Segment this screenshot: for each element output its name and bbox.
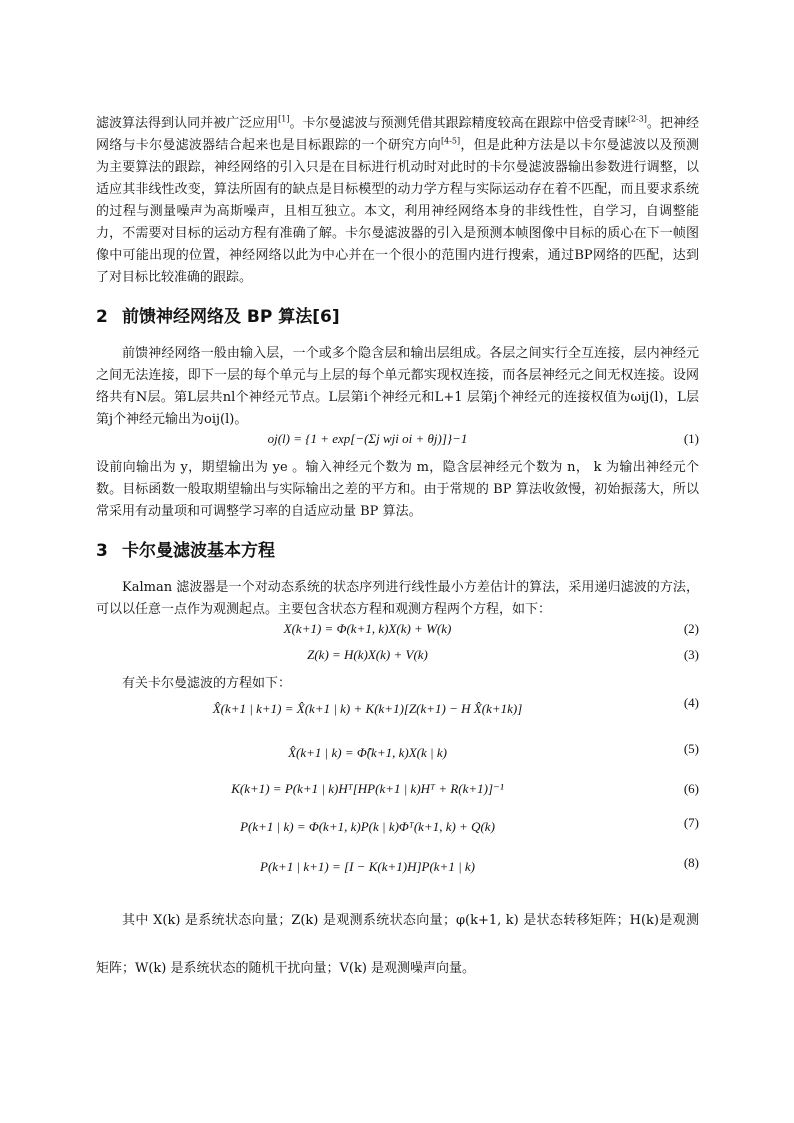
equation-5: X̂(k+1 | k) = Φ̂(k+1, k)X(k | k) (5)	[288, 741, 699, 760]
equation-1: oj(l) = {1 + exp[−(Σj wji oi + θj)]}−1 (1)	[267, 431, 699, 446]
section-3-paragraph-3: 其中 X(k) 是系统状态向量；Z(k) 是观测系统状态向量；φ(k+1, k) 是状态转移矩阵；H(k)是观测矩阵；W(k) 是系统状态的随机干扰向量；V(k) 是观测噪声向量。	[96, 913, 699, 976]
section-3-heading: 3 卡尔曼滤波基本方程	[96, 541, 275, 561]
equation-7: P(k+1 | k) = Φ(k+1, k)P(k | k)Φᵀ(k+1, k) + Q(k) (7)	[240, 815, 699, 834]
section-3-paragraph-1: Kalman 滤波器是一个对动态系统的状态序列进行线性最小方差估计的算法，采用递归滤波的方法，可以以任意一点作为观测起点。主要包含状态方程和观测方程两个方程，如下：	[96, 580, 699, 617]
equation-8: P(k+1 | k+1) = [I − K(k+1)H]P(k+1 | k) (8)	[260, 855, 699, 874]
citation-2-3: [2-3]	[627, 114, 647, 124]
equation-6: K(k+1) = P(k+1 | k)Hᵀ[HP(k+1 | k)Hᵀ + R(k+1)]⁻¹ (6)	[231, 781, 699, 796]
section-2-paragraph-1: 前馈神经网络一般由输入层，一个或多个隐含层和输出层组成。各层之间实行全互连接，层内神经元之间无法连接，即下一层的每个单元与上层的每个单元都实现权连接，而各层神经元之间无权连接。设网络共有N层。第L层共nl个神经元节点。L层第i个神经元和L+1 层第j个神经元的连接权值为ωij(l)，L层第j个神经元输出为oij(l)。	[96, 346, 699, 427]
intro-paragraph: 滤波算法得到认同并被广泛应用[1]。卡尔曼滤波与预测凭借其跟踪精度较高在跟踪中倍受青睐[2-3]。把神经网络与卡尔曼滤波器结合起来也是目标跟踪的一个研究方向[4-5]，但是此种方法是以卡尔曼滤波以及预测为主要算法的跟踪，神经网络的引入只是在目标进行机动时对此时的卡尔曼滤波器输出参数进行调整，以适应其非线性改变，算法所固有的缺点是目标模型的动力学方程与实际运动存在着不匹配，而且要求系统的过程与测量噪声为高斯噪声，且相互独立。本文，利用神经网络本身的非线性性，自学习，自调整能力，不需要对目标的运动方程有准确了解。卡尔曼滤波器的引入是预测本帧图像中目标的质心在下一帧图像中可能出现的位置，神经网络以此为中心并在一个很小的范围内进行搜索，通过BP网络的匹配，达到了对目标比较准确的跟踪。	[96, 114, 699, 285]
equation-3: Z(k) = H(k)X(k) + V(k) (3)	[307, 647, 699, 662]
citation-4-5: [4-5]	[441, 136, 461, 146]
equation-4: X̂(k+1 | k+1) = X̂(k+1 | k) + K(k+1)[Z(k+1) − H X̂(k+1k)] (4)	[212, 695, 699, 716]
section-2-paragraph-2: 设前向输出为 y，期望输出为 ye 。输入神经元个数为 m，隐含层神经元个数为 n， k 为输出神经元个数。目标函数一般取期望输出与实际输出之差的平方和。由于常规的 BP 算法收敛慢，初始振荡大，所以常采用有动量项和可调整学习率的自适应动量 BP 算法。	[96, 460, 699, 519]
section-2-heading: 2 前馈神经网络及 BP 算法[6]	[96, 307, 340, 327]
paper-page	[96, 113, 699, 993]
section-3-paragraph-2: 有关卡尔曼滤波的方程如下：	[122, 676, 292, 691]
citation-1: [1]	[278, 114, 290, 124]
equation-2: X(k+1) = Φ(k+1, k)X(k) + W(k) (2)	[283, 621, 699, 636]
